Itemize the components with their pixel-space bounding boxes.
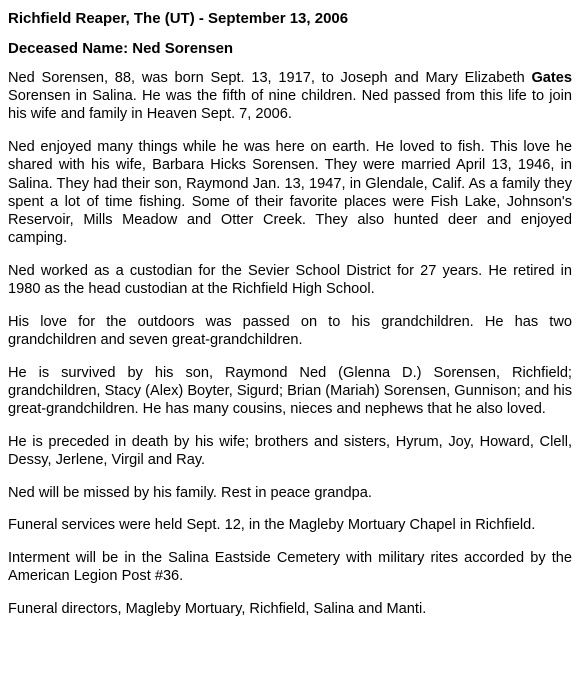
paragraph-preceded-by: He is preceded in death by his wife; brothers and sisters, Hyrum, Joy, Howard, Clell, Dessy, Jerlene, Virgil and Ray. (8, 433, 572, 468)
paragraph-directors: Funeral directors, Magleby Mortuary, Richfield, Salina and Manti. (8, 600, 427, 617)
deceased-name-heading: Deceased Name: Ned Sorensen (8, 40, 234, 57)
source-heading: Richfield Reaper, The (UT) - September 13, 2006 (8, 10, 349, 27)
paragraph-missed: Ned will be missed by his family. Rest in peace grandpa. (8, 484, 372, 501)
paragraph-birth-text-1: Ned Sorensen, 88, was born Sept. 13, 1917, to Joseph and Mary Elizabeth (8, 70, 532, 86)
paragraph-birth (8, 69, 572, 124)
paragraph-birth-bold-name: Gates (531, 70, 572, 86)
paragraph-grandchildren: His love for the outdoors was passed on to his grandchildren. He has two grandchildren and seven great-grandchildren. (8, 313, 572, 348)
paragraph-career: Ned worked as a custodian for the Sevier School District for 27 years. He retired in 1980 as the head custodian at the Richfield High School. (8, 262, 572, 298)
paragraph-interment: Interment will be in the Salina Eastside Cemetery with military rites accorded by the American Legion Post #36. (8, 550, 572, 585)
paragraph-birth-text-2: Sorensen in Salina. He was the fifth of nine children. Ned passed from this life to join his wife and family in Heaven Sept. 7, 2006. (8, 88, 572, 123)
paragraph-life: Ned enjoyed many things while he was here on earth. He loved to fish. This love he shared with his wife, Barbara Hicks Sorensen. They were married April 13, 1946, in Salina. They had their son, Raymond Jan. 13, 1947, in Glendale, Calif. As a family they spent a lot of time fishing. Some of their favorite places were Fish Lake, Johnson's Reservoir, Mills Meadow and Otter Creek. They also hunted deer and enjoyed camping. (8, 139, 572, 247)
paragraph-funeral: Funeral services were held Sept. 12, in the Magleby Mortuary Chapel in Richfield. (8, 517, 536, 534)
paragraph-survived-by: He is survived by his son, Raymond Ned (Glenna D.) Sorensen, Richfield; grandchildren, Stacy (Alex) Boyter, Sigurd; Brian (Mariah) Sorensen, Gunnison; and his great-grandchildren. He has many cousins, nieces and nephews that he also loved. (8, 364, 572, 418)
